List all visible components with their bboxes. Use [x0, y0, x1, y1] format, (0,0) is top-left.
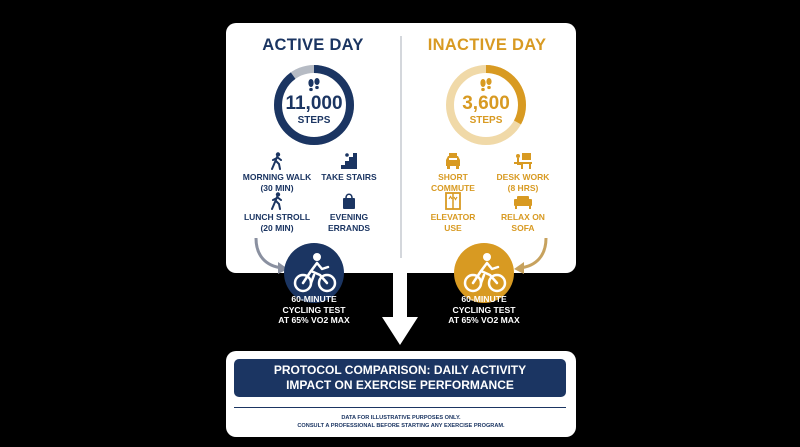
test-line-3: AT 65% VO2 MAX [448, 315, 520, 325]
elevator-icon [445, 192, 461, 210]
inactive-steps-ring [444, 63, 528, 147]
activity-sublabel: (20 MIN) [260, 222, 294, 233]
activity-sublabel: SOFA [511, 222, 535, 233]
activity-sublabel: ERRANDS [327, 222, 371, 233]
active-steps-value: 11,000 [285, 93, 343, 114]
active-steps-ring [272, 63, 356, 147]
activity-desk-work [478, 152, 568, 193]
column-divider [400, 36, 402, 258]
test-line-3: AT 65% VO2 MAX [278, 315, 350, 325]
activity-label: ELEVATOR [430, 212, 476, 222]
activity-label: DESK WORK [496, 172, 550, 182]
car-icon [444, 152, 462, 170]
disclaimer-line-2: CONSULT A PROFESSIONAL BEFORE STARTING ANY EXERCISE PROGRAM. [297, 423, 505, 429]
activity-label: TAKE STAIRS [321, 172, 377, 182]
activity-label: RELAX ON [501, 212, 545, 222]
activity-relax-on-sofa [478, 192, 568, 233]
activity-label: EVENING [329, 212, 369, 222]
curved-arrow-inactive [510, 236, 550, 276]
activity-label: SHORT [438, 172, 468, 182]
stairs-icon [340, 152, 358, 170]
footprints-icon [306, 78, 322, 92]
walking-person-icon [269, 152, 285, 170]
activity-label: LUNCH STROLL [243, 212, 311, 222]
test-line-1: 60-MINUTE [461, 294, 507, 304]
activity-evening-errands [304, 192, 394, 233]
test-line-2: CYCLING TEST [282, 304, 346, 315]
banner-line-1: PROTOCOL COMPARISON: DAILY ACTIVITY [273, 362, 527, 377]
activity-sublabel: (8 HRS) [507, 182, 539, 193]
cycling-test-active-label [244, 294, 384, 326]
activity-sublabel: (30 MIN) [260, 182, 294, 193]
test-line-1: 60-MINUTE [291, 294, 337, 304]
banner-line-2: IMPACT ON EXERCISE PERFORMANCE [286, 378, 514, 392]
walking-person-icon [269, 192, 285, 210]
shopping-bag-icon [341, 192, 357, 210]
inactive-day-title: INACTIVE DAY [427, 36, 547, 54]
active-day-title: ACTIVE DAY [262, 36, 364, 54]
disclaimer [226, 414, 576, 430]
footprints-icon [478, 78, 494, 92]
active-steps-unit: STEPS [297, 115, 331, 126]
test-line-2: CYCLING TEST [452, 304, 516, 315]
activity-sublabel: USE [444, 222, 462, 233]
disclaimer-line-1: DATA FOR ILLUSTRATIVE PURPOSES ONLY. [341, 415, 461, 421]
activity-label: MORNING WALK [242, 172, 312, 182]
desk-icon [513, 152, 533, 170]
cycling-test-inactive-label [414, 294, 554, 326]
inactive-steps-value: 3,600 [462, 93, 510, 114]
activity-take-stairs [304, 152, 394, 183]
activity-sublabel: COMMUTE [431, 182, 475, 193]
down-arrow-icon [380, 271, 420, 347]
inactive-steps-unit: STEPS [469, 115, 503, 126]
footer-rule [234, 407, 566, 408]
sofa-icon [513, 192, 533, 210]
protocol-banner [234, 359, 566, 397]
